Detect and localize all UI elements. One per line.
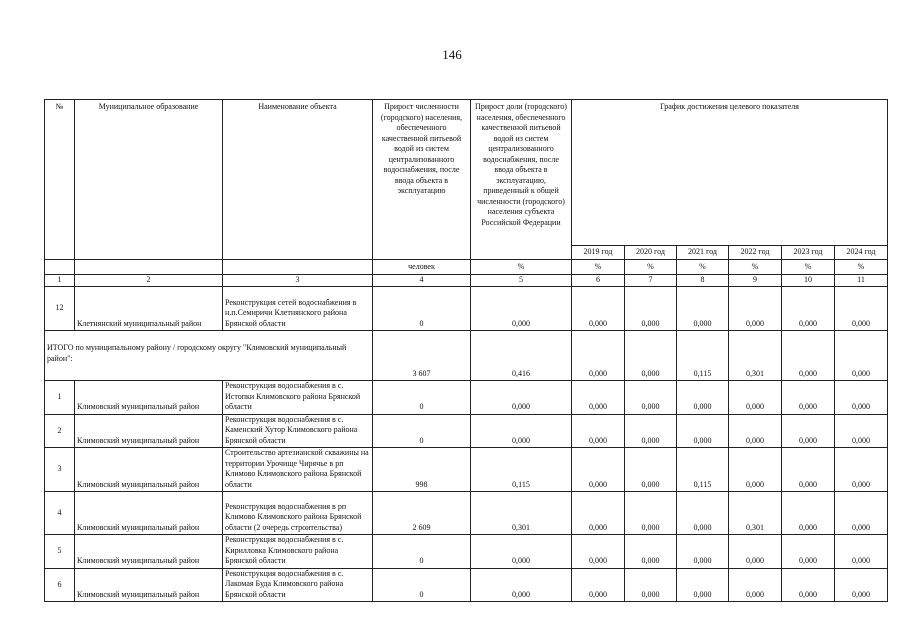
header-no: № — [45, 100, 75, 260]
unit-empty — [223, 260, 373, 275]
unit-people: человек — [373, 260, 471, 275]
row-year-value: 0,000 — [572, 448, 625, 492]
column-number: 5 — [471, 275, 572, 287]
row-year-value: 0,000 — [782, 492, 835, 535]
total-label: ИТОГО по муниципальному району / городскому округу "Климовский муниципальный район": — [45, 331, 373, 381]
unit-percent: % — [835, 260, 888, 275]
row-number: 2 — [45, 414, 75, 448]
row-share: 0,000 — [471, 568, 572, 602]
row-year-value: 0,000 — [729, 535, 782, 569]
header-municipality: Муниципальное образование — [75, 100, 223, 260]
row-object: Строительство артезианской скважины на территории Урочище Чирячье в рп Климово Климовского района Брянской области — [223, 448, 373, 492]
row-people: 2 609 — [373, 492, 471, 535]
total-year-value: 0,000 — [572, 331, 625, 381]
row-year-value: 0,000 — [782, 414, 835, 448]
header-year: 2019 год — [572, 246, 625, 260]
row-year-value: 0,000 — [572, 414, 625, 448]
row-people: 998 — [373, 448, 471, 492]
row-year-value: 0,000 — [835, 568, 888, 602]
table-row — [45, 287, 888, 331]
row-year-value: 0,000 — [729, 287, 782, 331]
row-year-value: 0,000 — [625, 381, 677, 415]
page-number: 146 — [442, 47, 462, 62]
row-people: 0 — [373, 287, 471, 331]
row-year-value: 0,000 — [782, 568, 835, 602]
row-share: 0,000 — [471, 414, 572, 448]
total-year-value: 0,301 — [729, 331, 782, 381]
header-year: 2024 год — [835, 246, 888, 260]
row-year-value: 0,000 — [782, 448, 835, 492]
row-year-value: 0,000 — [782, 287, 835, 331]
row-year-value: 0,000 — [572, 535, 625, 569]
row-share: 0,000 — [471, 381, 572, 415]
row-object: Реконструкция сетей водоснабжения в н.п.Семиричи Клетнянского района Брянской области — [223, 287, 373, 331]
column-number: 6 — [572, 275, 625, 287]
row-municipality: Клетнянский муниципальный район — [75, 287, 223, 331]
unit-percent: % — [625, 260, 677, 275]
row-year-value: 0,000 — [835, 535, 888, 569]
row-share: 0,000 — [471, 287, 572, 331]
row-year-value: 0,000 — [625, 492, 677, 535]
row-year-value: 0,000 — [835, 287, 888, 331]
row-share: 0,000 — [471, 535, 572, 569]
table-row — [45, 414, 888, 448]
row-object: Реконструкция водоснабжения в рп Климово Климовского района Брянской области (2 очередь строительства) — [223, 492, 373, 535]
total-people: 3 607 — [373, 331, 471, 381]
row-year-value: 0,115 — [677, 448, 729, 492]
row-year-value: 0,000 — [625, 414, 677, 448]
row-municipality: Климовский муниципальный район — [75, 492, 223, 535]
row-object: Реконструкция водоснабжения в с. Кирилловка Климовского района Брянской области — [223, 535, 373, 569]
header-year: 2022 год — [729, 246, 782, 260]
row-year-value: 0,000 — [625, 535, 677, 569]
row-number: 12 — [45, 287, 75, 331]
row-year-value: 0,000 — [677, 381, 729, 415]
unit-empty — [45, 260, 75, 275]
row-year-value: 0,000 — [572, 492, 625, 535]
row-year-value: 0,000 — [677, 414, 729, 448]
column-number: 7 — [625, 275, 677, 287]
row-year-value: 0,000 — [729, 448, 782, 492]
table-row — [45, 448, 888, 492]
row-year-value: 0,000 — [572, 568, 625, 602]
row-year-value: 0,000 — [677, 568, 729, 602]
total-year-value: 0,000 — [835, 331, 888, 381]
total-share: 0,416 — [471, 331, 572, 381]
table-row — [45, 568, 888, 602]
column-number: 10 — [782, 275, 835, 287]
row-year-value: 0,000 — [572, 287, 625, 331]
column-number: 2 — [75, 275, 223, 287]
row-object: Реконструкция водоснабжения в с. Истопки Климовского района Брянской области — [223, 381, 373, 415]
column-number: 8 — [677, 275, 729, 287]
row-year-value: 0,000 — [835, 492, 888, 535]
unit-empty — [75, 260, 223, 275]
row-number: 1 — [45, 381, 75, 415]
row-year-value: 0,000 — [625, 568, 677, 602]
header-year: 2021 год — [677, 246, 729, 260]
row-year-value: 0,000 — [625, 448, 677, 492]
row-number: 5 — [45, 535, 75, 569]
total-row — [45, 331, 888, 381]
total-year-value: 0,115 — [677, 331, 729, 381]
row-number: 4 — [45, 492, 75, 535]
column-number: 1 — [45, 275, 75, 287]
row-year-value: 0,000 — [677, 492, 729, 535]
row-year-value: 0,000 — [729, 414, 782, 448]
row-year-value: 0,301 — [729, 492, 782, 535]
row-year-value: 0,000 — [782, 535, 835, 569]
total-year-value: 0,000 — [782, 331, 835, 381]
row-object: Реконструкция водоснабжения в с. Лакомая Буда Климовского района Брянской области — [223, 568, 373, 602]
column-number: 11 — [835, 275, 888, 287]
row-year-value: 0,000 — [625, 287, 677, 331]
unit-percent: % — [677, 260, 729, 275]
header-population-growth: Прирост численности (городского) населения, обеспеченного качественной питьевой водой из систем централизованного водоснабжения, после ввода объекта в эксплуатацию — [373, 100, 471, 260]
unit-percent: % — [572, 260, 625, 275]
row-year-value: 0,000 — [729, 381, 782, 415]
row-object: Реконструкция водоснабжения в с. Каменский Хутор Климовского района Брянской области — [223, 414, 373, 448]
table-row — [45, 492, 888, 535]
header-share-growth: Прирост доли (городского) населения, обеспеченного качественной питьевой водой из систем централизованного водоснабжения, после ввода объекта в эксплуатацию, приведенный к общей численности (городского) населения субъекта Российской Федерации — [471, 100, 572, 260]
row-share: 0,115 — [471, 448, 572, 492]
row-year-value: 0,000 — [572, 381, 625, 415]
row-number: 6 — [45, 568, 75, 602]
column-number: 4 — [373, 275, 471, 287]
row-municipality: Климовский муниципальный район — [75, 414, 223, 448]
column-number: 3 — [223, 275, 373, 287]
row-municipality: Климовский муниципальный район — [75, 535, 223, 569]
header-year: 2020 год — [625, 246, 677, 260]
row-year-value: 0,000 — [835, 414, 888, 448]
header-year: 2023 год — [782, 246, 835, 260]
table-row — [45, 381, 888, 415]
row-municipality: Климовский муниципальный район — [75, 448, 223, 492]
header-schedule: График достижения целевого показателя — [572, 100, 888, 246]
total-year-value: 0,000 — [625, 331, 677, 381]
row-year-value: 0,000 — [729, 568, 782, 602]
row-year-value: 0,000 — [677, 535, 729, 569]
table-row — [45, 535, 888, 569]
unit-percent: % — [471, 260, 572, 275]
row-year-value: 0,000 — [677, 287, 729, 331]
column-number: 9 — [729, 275, 782, 287]
row-year-value: 0,000 — [835, 381, 888, 415]
row-people: 0 — [373, 535, 471, 569]
row-people: 0 — [373, 381, 471, 415]
unit-percent: % — [782, 260, 835, 275]
row-people: 0 — [373, 414, 471, 448]
header-object: Наименование объекта — [223, 100, 373, 260]
target-indicator-table — [44, 99, 888, 602]
row-share: 0,301 — [471, 492, 572, 535]
row-number: 3 — [45, 448, 75, 492]
row-year-value: 0,000 — [782, 381, 835, 415]
row-municipality: Климовский муниципальный район — [75, 381, 223, 415]
row-year-value: 0,000 — [835, 448, 888, 492]
unit-percent: % — [729, 260, 782, 275]
row-municipality: Климовский муниципальный район — [75, 568, 223, 602]
row-people: 0 — [373, 568, 471, 602]
